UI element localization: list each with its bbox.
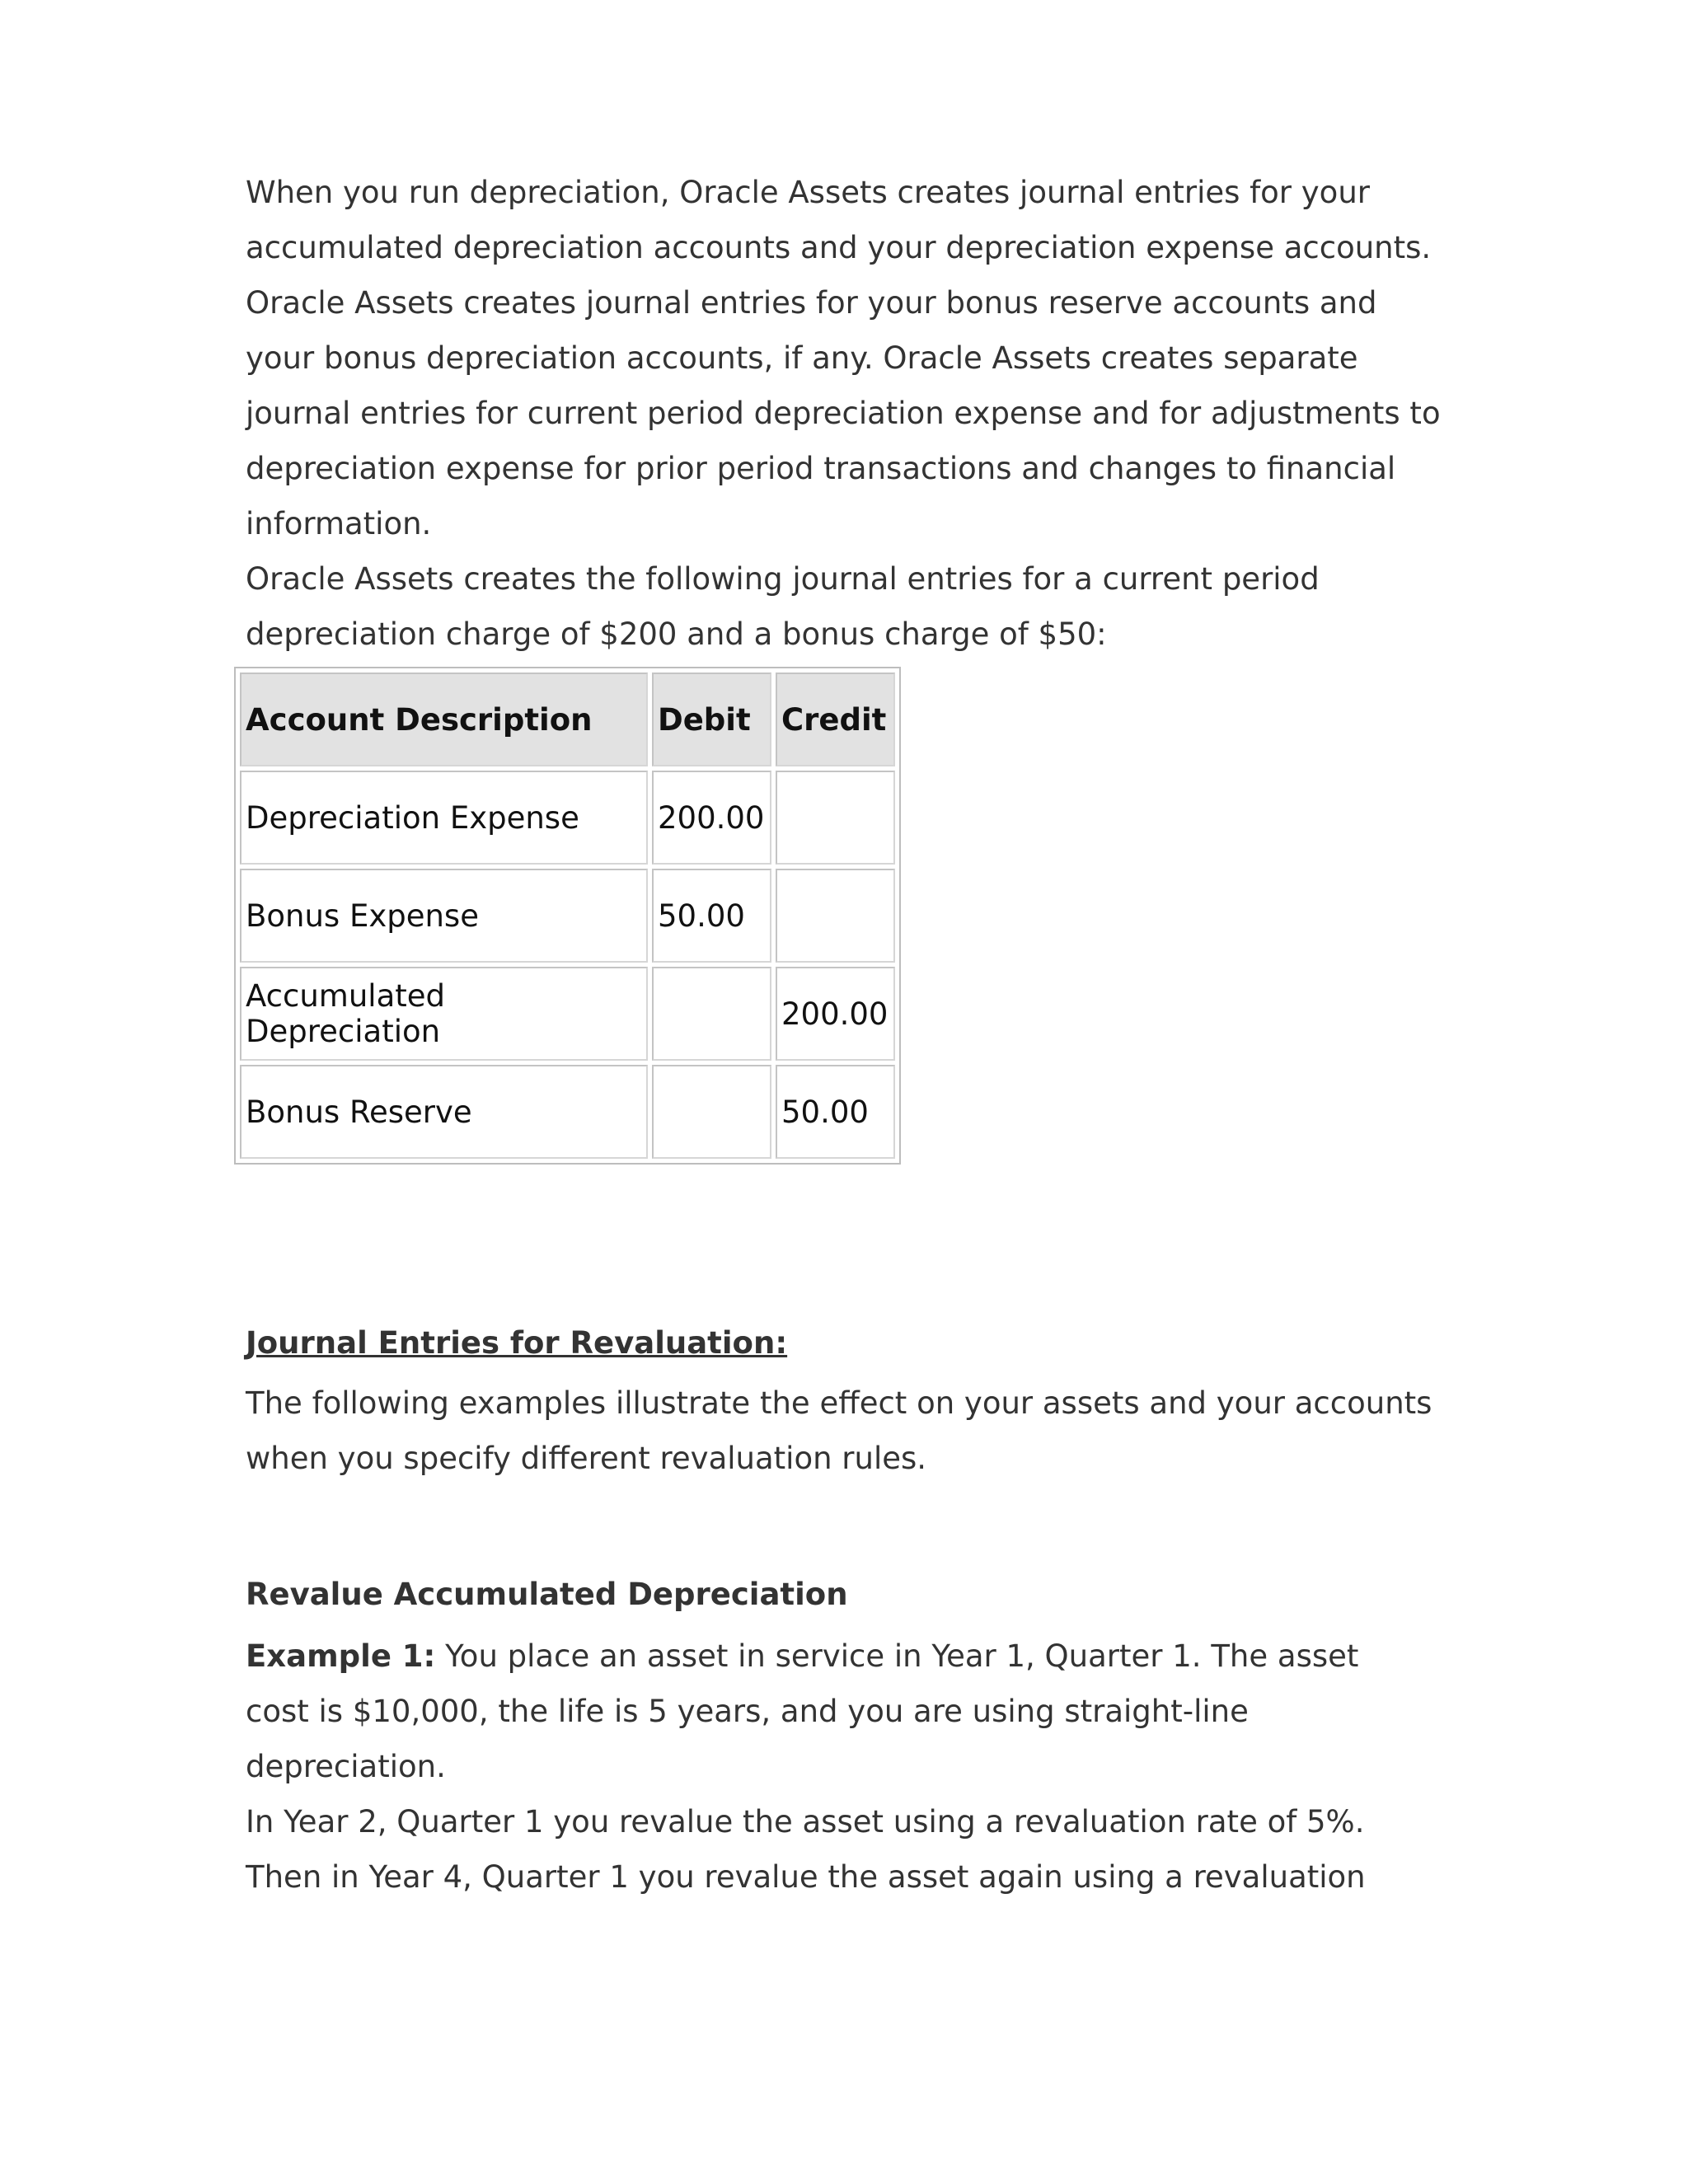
row-account: Bonus Reserve bbox=[240, 1065, 648, 1159]
table-row bbox=[240, 967, 895, 1061]
document-page bbox=[246, 165, 1449, 1905]
revaluation-subheading: Revalue Accumulated Depreciation bbox=[246, 1577, 848, 1612]
table-row bbox=[240, 869, 895, 963]
row-credit: 50.00 bbox=[776, 1065, 895, 1159]
journal-entries-table bbox=[234, 667, 901, 1165]
row-account: Bonus Expense bbox=[240, 869, 648, 963]
header-account-description: Account Description bbox=[240, 673, 648, 766]
example-text: You place an asset in service in Year 1, Quarter 1. The asset cost is $10,000, the life is 5 years, and you are using straight-line depreciation. bbox=[246, 1638, 1359, 1784]
header-credit: Credit bbox=[776, 673, 895, 766]
revaluation-intro: The following examples illustrate the effect on your assets and your accounts when you specify different revaluation rules. bbox=[246, 1385, 1432, 1476]
row-account: Accumulated Depreciation bbox=[240, 967, 648, 1061]
row-credit bbox=[776, 771, 895, 865]
row-debit: 50.00 bbox=[652, 869, 771, 963]
example-1-paragraph-2: In Year 2, Quarter 1 you revalue the asset using a revaluation rate of 5%. Then in Year 4, Quarter 1 you revalue the asset again using a revaluation bbox=[246, 1804, 1366, 1895]
example-label: Example 1: bbox=[246, 1638, 436, 1674]
row-credit bbox=[776, 869, 895, 963]
header-debit: Debit bbox=[652, 673, 771, 766]
row-credit: 200.00 bbox=[776, 967, 895, 1061]
row-debit bbox=[652, 1065, 771, 1159]
intro-paragraph-2: Oracle Assets creates the following journal entries for a current period depreciation charge of $200 and a bonus charge of $50: bbox=[246, 561, 1320, 652]
revaluation-heading: Journal Entries for Revaluation: bbox=[246, 1325, 788, 1361]
table-header-row bbox=[240, 673, 895, 766]
table-row bbox=[240, 771, 895, 865]
row-account: Depreciation Expense bbox=[240, 771, 648, 865]
example-1-paragraph bbox=[246, 1629, 1416, 1794]
row-debit bbox=[652, 967, 771, 1061]
table-row bbox=[240, 1065, 895, 1159]
row-debit: 200.00 bbox=[652, 771, 771, 865]
intro-paragraph-1: When you run depreciation, Oracle Assets creates journal entries for your accumulated depreciation accounts and your depreciation expense accounts. Oracle Assets creates journal entries for your bonus reserve accounts and your bonus depreciation accounts, if any. Oracle Assets creates separate journal entries for current period depreciation expense and for adjustments to depreciation expense for prior period transactions and changes to financial information. bbox=[246, 175, 1441, 541]
